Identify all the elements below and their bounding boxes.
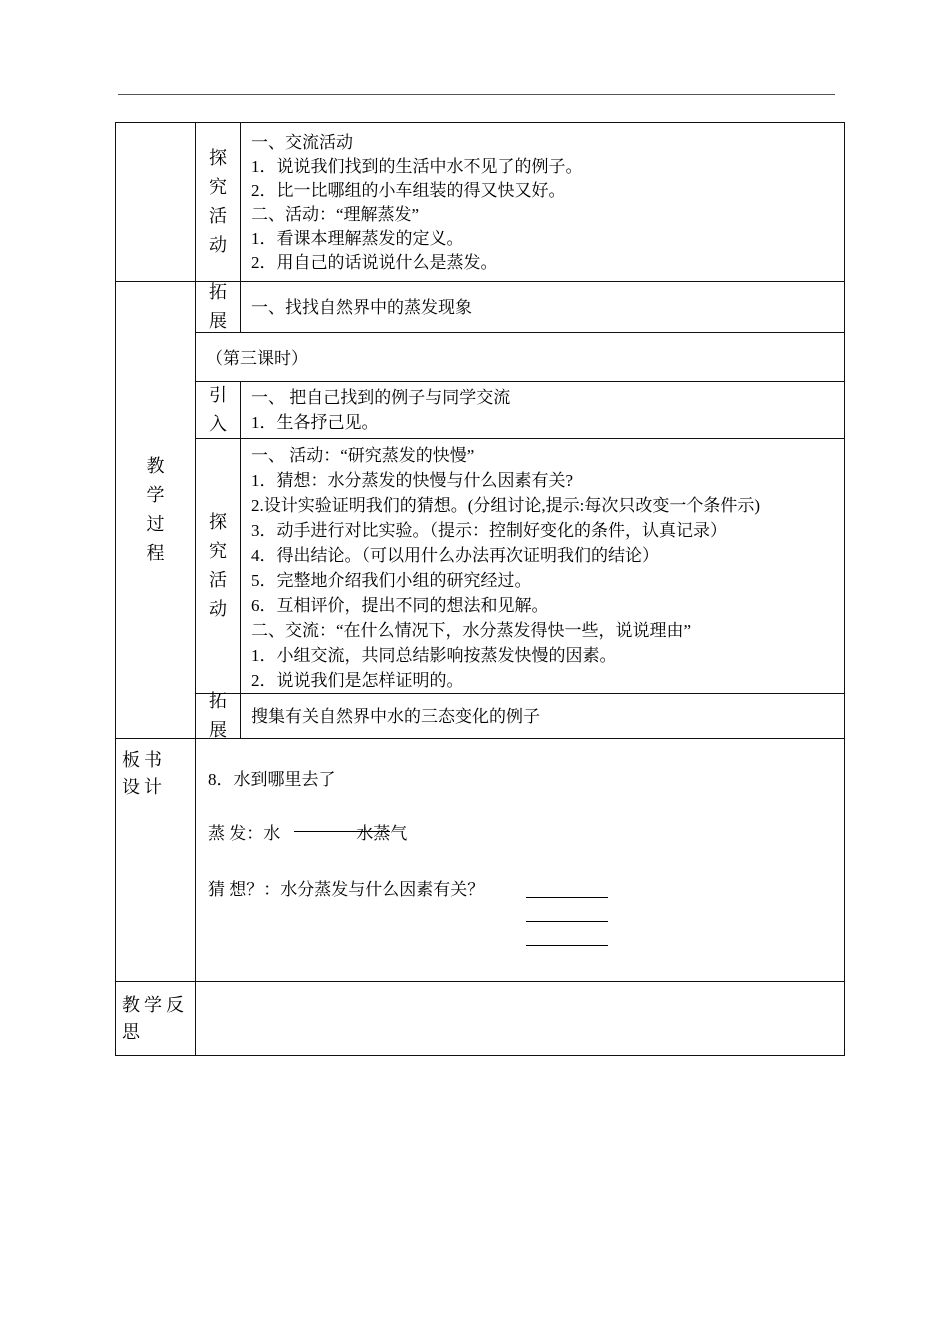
content-line: 6．互相评价，提出不同的想法和见解。 <box>251 596 549 615</box>
lesson-plan-table <box>115 122 845 1056</box>
content-line: 二、交流：“在什么情况下，水分蒸发得快一些，说说理由” <box>251 621 692 640</box>
blank-underline <box>526 921 608 922</box>
content-line: 一、 活动：“研究蒸发的快慢” <box>251 446 475 465</box>
content-line: 一、交流活动 <box>251 133 353 152</box>
content-line: 一、找找自然界中的蒸发现象 <box>251 297 472 317</box>
row-teaching-reflection <box>116 981 844 1055</box>
board-guess-line: 猜 想？：水分蒸发与什么因素有关？ <box>208 880 485 899</box>
page-header-rule <box>118 94 835 95</box>
cell-side-empty <box>116 123 196 281</box>
content-line: 1．猜想：水分蒸发的快慢与什么因素有关? <box>251 471 574 490</box>
cell-sublabel-expand-2 <box>196 691 241 740</box>
side-label-teaching-process: 教学过程 <box>146 456 165 563</box>
cell-side-teaching-reflection <box>116 982 196 1055</box>
content-line: 3．动手进行对比实验。（提示：控制好变化的条件，认真记录） <box>251 521 727 540</box>
cell-content-expand-2 <box>241 694 844 738</box>
cell-sublabel-explore <box>196 439 241 693</box>
subrow-expand-2 <box>196 693 844 738</box>
side-label-teaching-reflection: 教学反思 <box>122 994 188 1042</box>
cell-side-board-design <box>116 739 196 981</box>
row-teaching-process <box>116 281 844 738</box>
evaporation-result: 水蒸气 <box>356 824 408 843</box>
sublabel-explore-activity: 探究活动 <box>209 148 227 255</box>
cell-sublabel-intro <box>196 382 241 438</box>
content-line: 2．比一比哪组的小车组装的得又快又好。 <box>251 181 566 200</box>
content-line: 5．完整地介绍我们小组的研究经过。 <box>251 571 532 590</box>
cell-content-intro <box>241 382 844 438</box>
content-line: 1．生各抒己见。 <box>251 413 379 432</box>
subrow-lesson-3 <box>196 332 844 381</box>
cell-content-teaching-reflection <box>196 982 844 1055</box>
cell-content-expand-1 <box>241 282 844 332</box>
cell-content-lesson-3 <box>196 333 844 381</box>
content-line: 1．小组交流，共同总结影响按蒸发快慢的因素。 <box>251 646 617 665</box>
content-line: 二、活动：“理解蒸发” <box>251 205 420 224</box>
evaporation-label: 蒸 发：水 <box>208 824 281 843</box>
side-label-board-design: 板书设计 <box>122 750 166 797</box>
cell-content-explore <box>241 439 844 693</box>
content-line: 一、 把自己找到的例子与同学交流 <box>251 388 511 407</box>
content-line: 搜集有关自然界中水的三态变化的例子 <box>251 706 540 726</box>
content-line: 1．说说我们找到的生活中水不见了的例子。 <box>251 157 583 176</box>
sublabel-intro: 引入 <box>209 385 227 434</box>
cell-content-explore-top <box>241 123 844 281</box>
cell-sublabel-expand-1 <box>196 282 241 332</box>
content-line: 2.设计实验证明我们的猜想。(分组讨论,提示:每次只改变一个条件示) <box>251 496 761 515</box>
content-line: 2．用自己的话说说什么是蒸发。 <box>251 253 498 272</box>
content-line: （第三课时） <box>206 349 308 368</box>
row-board-design <box>116 738 844 981</box>
cell-content-board-design <box>196 739 844 981</box>
row-explore-activity-top <box>116 123 844 281</box>
content-line: 1．看课本理解蒸发的定义。 <box>251 229 464 248</box>
sublabel-expand: 拓展 <box>209 691 227 740</box>
content-line: 2．说说我们是怎样证明的。 <box>251 671 464 690</box>
subrow-expand-1 <box>196 282 844 332</box>
board-evaporation-line <box>208 819 407 844</box>
cell-side-teaching-process <box>116 282 196 738</box>
board-title-line: 8．水到哪里去了 <box>208 770 336 789</box>
sublabel-explore-activity: 探究活动 <box>209 512 227 619</box>
content-line: 4．得出结论。（可以用什么办法再次证明我们的结论） <box>251 546 659 565</box>
subrow-intro <box>196 381 844 438</box>
blank-underline <box>526 945 608 946</box>
teaching-process-subtable <box>196 282 844 738</box>
sublabel-expand: 拓展 <box>209 282 227 331</box>
cell-sublabel-explore-top <box>196 123 241 281</box>
subrow-explore-activity <box>196 438 844 693</box>
blank-underline <box>526 897 608 898</box>
